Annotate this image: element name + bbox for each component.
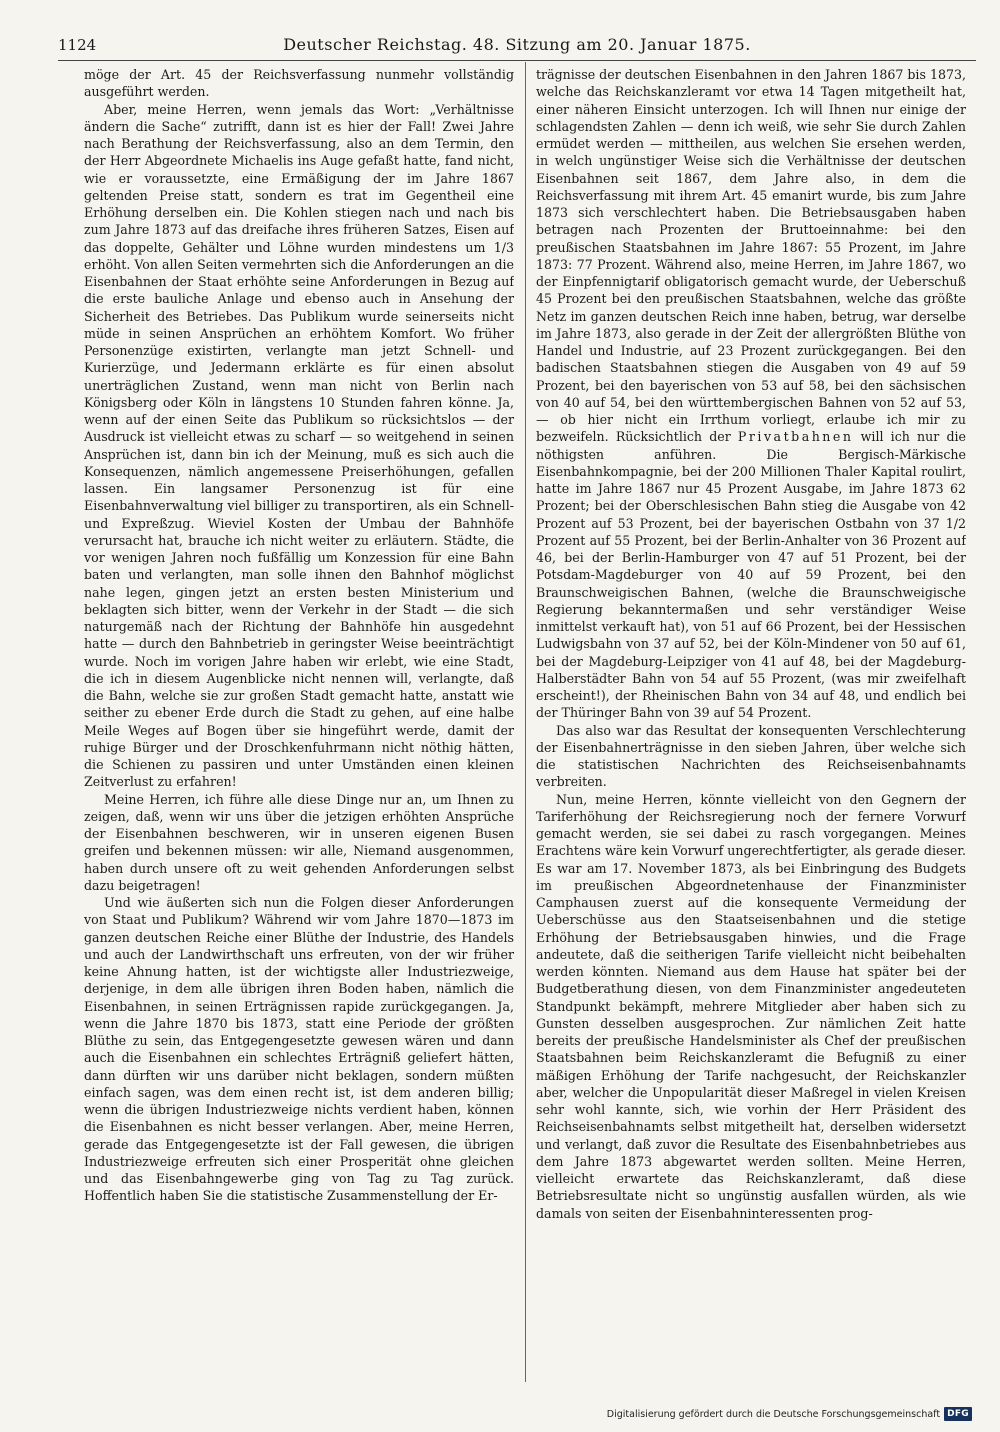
paragraph: möge der Art. 45 der Reichsverfassung nunmehr vollständig ausgeführt werden. bbox=[84, 67, 514, 100]
funding-credit: Digitalisierung gefördert durch die Deutsche Forschungsgemeinschaft bbox=[606, 1408, 941, 1420]
paragraph: Und wie äußerten sich nun die Folgen dieser Anforderungen von Staat und Publikum? Während wir vom Jahre 1870—1873 im ganzen deutschen Reiche einer Blüthe der Industrie, des Handels und auch der Landwirthschaft uns erfreuten, von der wir früher keine Ahnung hatten, ist der wichtigste aller Industriezweige, derjenige, in dem alle übrigen ihren Boden haben, nämlich die Eisenbahnen, in seinen Erträgnissen rapide zurückgegangen. Ja, wenn die Jahre 1870 bis 1873, statt eine Periode der größten Blüthe zu sein, das Entgegengesetzte gewesen wären und dann auch die Eisenbahnen ein schlechtes Erträgniß geliefert hätten, dann dürften wir uns darüber nicht beklagen, sondern müßten einfach sagen, was dem einen recht ist, ist dem anderen billig; wenn die übrigen Industriezweige nichts verdient haben, können die Eisenbahnen es nicht besser verlangen. Aber, meine Herren, gerade das Entgegengesetzte ist der Fall gewesen, die übrigen Industriezweige erfreuten sich einer Prosperität ohne gleichen und das Eisenbahngewerbe ging von Tag zu Tag zurück. Hoffentlich haben Sie die statistische Zusammenstellung der Er- bbox=[84, 895, 514, 1204]
right-column bbox=[536, 66, 966, 1386]
column-divider bbox=[525, 62, 526, 1382]
emphasized-text: Privatbahnen bbox=[737, 429, 854, 445]
paragraph bbox=[536, 66, 966, 722]
paragraph-text: will ich nur die nöthigsten anführen. Die Bergisch-Märkische Eisenbahnkompagnie, bei der 200 Millionen Thaler Kapital roulirt, hatte im Jahre 1867 nur 45 Prozent Ausgabe, im Jahre 1873 62 Prozent; bei der Oberschlesischen Bahn stieg die Ausgabe von 42 Prozent auf 53 Prozent, bei der bayerischen Ostbahn von 37 1/2 Prozent auf 55 Prozent, bei der Berlin-Anhalter von 36 Prozent auf 46, bei der Berlin-Hamburger von 47 auf 51 Prozent, bei der Potsdam-Magdeburger von 40 auf 59 Prozent, bei den Braunschweigischen Bahnen, (welche die Braunschweigische Regierung bekanntermaßen und sehr verständiger Weise inmittelst verkauft hat), von 51 auf 66 Prozent, bei der Hessischen Ludwigsbahn von 37 auf 52, bei der Köln-Mindener von 50 auf 61, bei der Magdeburg-Leipziger von 41 auf 48, bei der Magdeburg-Halberstädter Bahn von 54 auf 55 Prozent, (was mir zweifelhaft erscheint!), der Rheinischen Bahn von 34 auf 48, und endlich bei der Thüringer Bahn von 39 auf 54 Prozent. bbox=[536, 429, 966, 721]
paragraph: Das also war das Resultat der konsequenten Verschlechterung der Eisenbahnerträgnisse in den sieben Jahren, über welche sich die statistischen Nachrichten des Reichseisenbahnamts verbreiten. bbox=[536, 722, 966, 790]
paragraph: Meine Herren, ich führe alle diese Dinge nur an, um Ihnen zu zeigen, daß, wenn wir uns über die jetzigen erhöhten Ansprüche der Eisenbahnen beschweren, wir in unseren eigenen Busen greifen und bekennen müssen: wir alle, Niemand ausgenommen, haben durch unsere oft zu weit gehenden Anforderungen selbst dazu beigetragen! bbox=[84, 791, 514, 893]
paragraph: Aber, meine Herren, wenn jemals das Wort: „Verhältnisse ändern die Sache“ zutrifft, dann ist es hier der Fall! Zwei Jahre nach Berathung der Reichsverfassung, also an dem Termin, den der Herr Abgeordnete Michaelis ins Auge gefaßt hatte, fand nicht, wie er voraussetzte, eine Ermäßigung der im Jahre 1867 geltenden Preise statt, sondern es trat im Gegentheil eine Erhöhung derselben ein. Die Kohlen stiegen nach und nach bis zum Jahre 1873 auf das dreifache ihres früheren Satzes, Eisen auf das doppelte, Gehälter und Löhne wurden mindestens um 1/3 erhöht. Von allen Seiten vermehrten sich die Anforderungen an die Eisenbahnen der Staat erhöhte seine Anforderungen in Bezug auf die erste bauliche Anlage und ebenso auch in Ansehung der Sicherheit des Betriebes. Das Publikum wurde seinerseits nicht müde in seinen Ansprüchen an erhöhtem Komfort. Wo früher Personenzüge existirten, verlangte man jetzt Schnell- und Kurierzüge, und Jedermann erklärte es für einen absolut unerträglichen Zustand, wenn man nicht von Berlin nach Königsberg oder Köln in längstens 10 Stunden fahren könne. Ja, wenn auf der einen Seite das Publikum so rücksichtslos — der Ausdruck ist vielleicht etwas zu scharf — so weitgehend in seinen Ansprüchen ist, dann bin ich der Meinung, muß es sich auch die Konsequenzen, nämlich angemessene Preiserhöhungen, gefallen lassen. Ein langsamer Personenzug ist für eine Eisenbahnverwaltung viel billiger zu transportiren, als ein Schnell- und Expreßzug. Wieviel Kosten der Umbau der Bahnhöfe verursacht hat, brauche ich nicht weiter zu erläutern. Städte, die vor wenigen Jahren noch fußfällig um Konzession für eine Bahn baten und verlangten, man solle ihnen den Bahnhof möglichst nahe legen, gingen jetzt an ersten besten Ministerium und beklagten sich bitter, wenn der Verkehr in der Stadt — die sich naturgemäß nach der Richtung der Bahnhöfe hin ausgedehnt hatte — durch den Bahnbetrieb in geringster Weise beeinträchtigt wurde. Noch im vorigen Jahre haben wir erlebt, wie eine Stadt, die ich in diesem Augenblicke nicht nennen will, verlangte, daß die Bahn, welche sie zur großen Stadt gemacht hatte, anstatt wie seither zu ebener Erde durch die Stadt zu gehen, auf eine halbe Meile Weges auf Bogen über sie hingeführt werde, damit der ruhige Bürger und der Droschkenfuhrmann nicht nöthig hätten, die Schienen zu passiren und unter Umständen einen kleinen Zeitverlust zu erfahren! bbox=[84, 101, 514, 790]
left-column bbox=[84, 66, 514, 1386]
footer bbox=[607, 1404, 972, 1424]
paragraph-text: trägnisse der deutschen Eisenbahnen in den Jahren 1867 bis 1873, welche das Reichskanzleramt vor etwa 14 Tagen mitgetheilt hat, einer näheren Einsicht unterzogen. Ich will Ihnen nur einige der schlagendsten Zahlen — denn ich weiß, wie sehr Sie durch Zahlen ermüdet werden — mittheilen, aus welchen Sie ersehen werden, in welch ungünstiger Weise sich die Verhältnisse der deutschen Eisenbahnen seit 1867, dem Jahre also, in dem die Reichsverfassung mit ihrem Art. 45 emanirt wurde, bis zum Jahre 1873 sich verschlechtert haben. Die Betriebsausgaben haben betragen nach Prozenten der Bruttoeinnahme: bei den preußischen Staatsbahnen im Jahre 1867: 55 Prozent, im Jahre 1873: 77 Prozent. Während also, meine Herren, im Jahre 1867, wo der Einpfennigtarif obligatorisch gemacht wurde, der Ueberschuß 45 Prozent bei den preußischen Staatsbahnen, welche das größte Netz im ganzen deutschen Reich inne haben, betrug, war derselbe im Jahre 1873, also gerade in der Zeit der allergrößten Blüthe von Handel und Industrie, auf 23 Prozent zurückgegangen. Bei den badischen Staatsbahnen stiegen die Ausgaben von 49 auf 59 Prozent, bei den bayerischen von 53 auf 58, bei den sächsischen von 40 auf 54, bei den württembergischen Bahnen von 52 auf 53, — ob hier nicht ein Irrthum vorliegt, erlaube ich mir zu bezweifeln. Rücksichtlich der bbox=[536, 67, 966, 445]
dfg-logo-icon: DFG bbox=[944, 1407, 972, 1421]
paragraph: Nun, meine Herren, könnte vielleicht von den Gegnern der Tariferhöhung der Reichsregierung noch der fernere Vorwurf gemacht werden, sie sei dabei zu rasch vorgegangen. Meines Erachtens wäre kein Vorwurf ungerechtfertigter, als gerade dieser. Es war am 17. November 1873, als bei Einbringung des Budgets im preußischen Abgeordnetenhause der Finanzminister Camphausen zuerst auf die konsequente Vermeidung der Ueberschüsse aus den Staatseisenbahnen und die stetige Erhöhung der Betriebsausgaben hinwies, und die Frage andeutete, daß die seitherigen Tarife vielleicht nicht beibehalten werden könnten. Niemand aus dem Hause hat später bei der Budgetberathung diesen, von dem Finanzminister angedeuteten Standpunkt bekämpft, mehrere Mitglieder aber haben sich zu Gunsten desselben ausgesprochen. Zur nämlichen Zeit hatte bereits der preußische Handelsminister als Chef der preußischen Staatsbahnen beim Reichskanzleramt die Befugniß zu einer mäßigen Erhöhung der Tarife nachgesucht, der Reichskanzler aber, welcher die Unpopularität dieser Maßregel in vielen Kreisen sehr wohl kannte, sich, wie vorhin der Herr Präsident des Reichseisenbahnamts selbst mitgetheilt hat, derselben widersetzt und verlangt, daß zuvor die Resultate des Eisenbahnbetriebes aus dem Jahre 1873 abgewartet werden sollten. Meine Herren, vielleicht erwartete das Reichskanzleramt, daß diese Betriebsresultate nicht so ungünstig ausfallen würden, als wie damals von seiten der Eisenbahninteressenten prog- bbox=[536, 791, 966, 1221]
page-number: 1124 bbox=[58, 36, 97, 54]
running-head: Deutscher Reichstag. 48. Sitzung am 20. Januar 1875. bbox=[283, 35, 751, 54]
page-header bbox=[58, 34, 976, 61]
